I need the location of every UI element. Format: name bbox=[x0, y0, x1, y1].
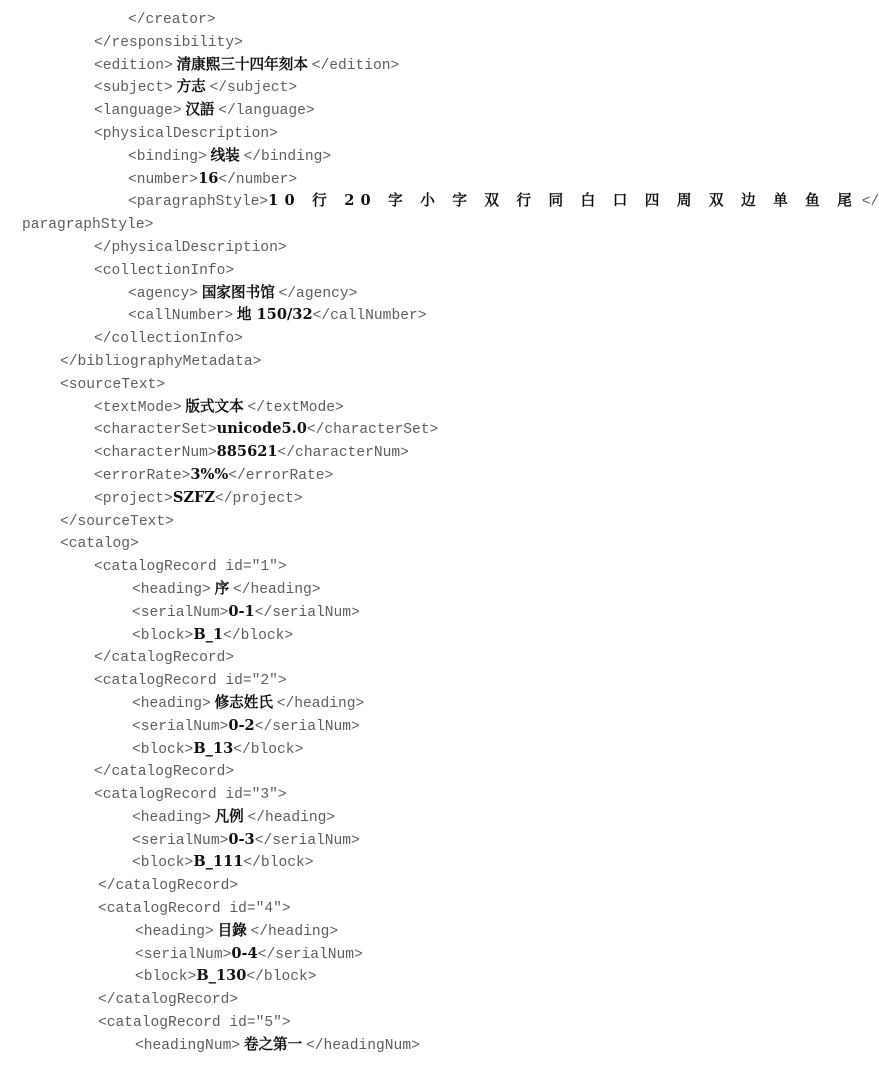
code-line bbox=[0, 1034, 778, 1057]
code-line bbox=[0, 8, 778, 31]
xml-code-listing bbox=[0, 8, 879, 1057]
code-line bbox=[0, 1011, 778, 1034]
xml-tag: <heading> bbox=[135, 923, 214, 940]
xml-tag: <textMode> bbox=[94, 399, 182, 416]
code-line bbox=[0, 897, 778, 920]
code-line bbox=[0, 190, 879, 213]
xml-tag: <characterNum> bbox=[94, 445, 217, 462]
xml-tag: </serialNum> bbox=[254, 832, 360, 849]
code-line bbox=[0, 806, 778, 829]
code-line bbox=[0, 168, 778, 191]
xml-tag: </responsibility> bbox=[94, 34, 243, 51]
xml-tag: </block> bbox=[233, 741, 304, 758]
xml-tag: </catalogRecord> bbox=[94, 764, 235, 781]
xml-tag: </heading> bbox=[276, 695, 365, 712]
xml-tag: </binding> bbox=[243, 148, 332, 165]
xml-tag: </creator> bbox=[128, 12, 216, 28]
code-line bbox=[0, 327, 778, 350]
code-line bbox=[0, 532, 778, 555]
code-line bbox=[0, 624, 778, 647]
xml-tag: paragraphStyle> bbox=[22, 217, 154, 234]
code-line bbox=[0, 54, 778, 77]
xml-tag: <callNumber> bbox=[128, 308, 234, 325]
xml-value: 16 bbox=[198, 169, 219, 187]
code-line bbox=[0, 350, 778, 373]
xml-value: 国家图书馆 bbox=[201, 283, 275, 301]
code-line bbox=[0, 487, 778, 510]
code-line bbox=[0, 943, 778, 966]
code-line bbox=[0, 738, 778, 761]
code-line bbox=[0, 829, 778, 852]
code-line bbox=[0, 464, 778, 487]
xml-tag: </subject> bbox=[209, 80, 298, 97]
xml-value: 0-1 bbox=[228, 602, 255, 620]
code-line bbox=[0, 236, 778, 259]
xml-value: 885621 bbox=[216, 443, 278, 461]
xml-tag: </bibliographyMetadata> bbox=[60, 353, 262, 370]
xml-value: 卷之第一 bbox=[243, 1035, 303, 1053]
xml-tag: </errorRate> bbox=[228, 467, 334, 484]
xml-tag: <catalogRecord id="1"> bbox=[94, 559, 287, 576]
xml-tag: </catalogRecord> bbox=[98, 992, 239, 1009]
code-line bbox=[0, 555, 778, 578]
xml-tag: <catalogRecord id="5"> bbox=[98, 1015, 291, 1032]
xml-tag: <block> bbox=[132, 627, 194, 644]
code-line bbox=[0, 122, 778, 145]
xml-tag: </heading> bbox=[247, 809, 336, 826]
xml-tag: <headingNum> bbox=[135, 1037, 241, 1054]
xml-tag: <sourceText> bbox=[60, 376, 166, 393]
xml-tag: <language> bbox=[94, 103, 182, 120]
xml-value: B_111 bbox=[193, 853, 244, 871]
xml-value: 地 150/32 bbox=[236, 306, 313, 324]
xml-tag: </sourceText> bbox=[60, 513, 174, 530]
xml-value: 方志 bbox=[176, 78, 206, 96]
code-line bbox=[0, 965, 778, 988]
xml-tag: <catalog> bbox=[60, 536, 139, 553]
xml-tag: </serialNum> bbox=[257, 946, 363, 963]
code-line bbox=[0, 99, 778, 122]
code-line bbox=[0, 783, 778, 806]
xml-tag: </characterNum> bbox=[277, 445, 409, 462]
xml-tag: </heading> bbox=[250, 923, 339, 940]
xml-tag: </callNumber> bbox=[312, 308, 427, 325]
xml-tag: <collectionInfo> bbox=[94, 262, 235, 279]
xml-tag: <serialNum> bbox=[132, 718, 229, 735]
code-line bbox=[0, 373, 778, 396]
xml-value: 目錄 bbox=[217, 921, 247, 939]
code-line bbox=[0, 282, 778, 305]
xml-value: B_1 bbox=[193, 625, 224, 643]
code-line bbox=[0, 760, 778, 783]
xml-value: B_130 bbox=[196, 967, 247, 985]
xml-tag: </serialNum> bbox=[254, 604, 360, 621]
xml-tag: </number> bbox=[218, 171, 298, 188]
xml-tag: <heading> bbox=[132, 809, 211, 826]
xml-value: SZFZ bbox=[172, 488, 216, 506]
xml-value: B_13 bbox=[193, 739, 234, 757]
xml-value: 0-2 bbox=[228, 716, 255, 734]
xml-tag: <edition> bbox=[94, 57, 173, 74]
xml-tag: </edition> bbox=[311, 57, 400, 74]
xml-tag: <heading> bbox=[132, 581, 211, 598]
xml-tag: <serialNum> bbox=[132, 832, 229, 849]
xml-tag: <block> bbox=[135, 969, 197, 986]
xml-tag: </heading> bbox=[232, 581, 321, 598]
xml-value: 10 行 20 字 小 字 双 行 同 白 口 四 周 双 边 单 鱼 尾 bbox=[268, 192, 859, 210]
xml-tag: <subject> bbox=[94, 80, 173, 97]
code-line bbox=[0, 304, 778, 327]
code-line bbox=[0, 920, 778, 943]
xml-tag: </ bbox=[861, 194, 879, 211]
code-line bbox=[0, 145, 778, 168]
code-line bbox=[0, 601, 778, 624]
xml-value: 修志姓氏 bbox=[214, 693, 273, 711]
xml-value: 清康熙三十四年刻本 bbox=[176, 55, 308, 73]
xml-tag: <number> bbox=[128, 171, 199, 188]
xml-value: 0-4 bbox=[231, 944, 258, 962]
xml-tag: <catalogRecord id="4"> bbox=[98, 901, 291, 918]
xml-tag: <binding> bbox=[128, 148, 207, 165]
xml-tag: </block> bbox=[243, 855, 314, 872]
code-line bbox=[0, 669, 778, 692]
xml-tag: <physicalDescription> bbox=[94, 125, 278, 142]
xml-tag: </physicalDescription> bbox=[94, 239, 287, 256]
xml-tag: </catalogRecord> bbox=[98, 878, 239, 895]
code-line bbox=[0, 851, 778, 874]
xml-value: 版式文本 bbox=[185, 397, 244, 415]
xml-tag: <serialNum> bbox=[132, 604, 229, 621]
code-line bbox=[0, 692, 778, 715]
xml-tag: <block> bbox=[132, 855, 194, 872]
xml-value: 0-3 bbox=[228, 830, 255, 848]
xml-value: 序 bbox=[214, 579, 230, 597]
code-line bbox=[0, 578, 778, 601]
xml-tag: </characterSet> bbox=[306, 422, 439, 439]
xml-value: 线装 bbox=[210, 146, 240, 164]
code-line bbox=[0, 76, 778, 99]
xml-tag: </headingNum> bbox=[305, 1037, 420, 1054]
xml-tag: <errorRate> bbox=[94, 467, 191, 484]
code-line bbox=[0, 31, 778, 54]
xml-tag: </agency> bbox=[278, 285, 358, 302]
xml-tag: </block> bbox=[246, 969, 317, 986]
xml-tag: </serialNum> bbox=[254, 718, 360, 735]
code-line bbox=[0, 874, 778, 897]
xml-tag: <heading> bbox=[132, 695, 211, 712]
xml-tag: <block> bbox=[132, 741, 194, 758]
xml-tag: </language> bbox=[218, 103, 315, 120]
xml-tag: <catalogRecord id="2"> bbox=[94, 673, 287, 690]
xml-tag: <catalogRecord id="3"> bbox=[94, 787, 287, 804]
code-line bbox=[0, 259, 778, 282]
xml-tag: </block> bbox=[223, 627, 294, 644]
code-line bbox=[0, 213, 778, 236]
code-line bbox=[0, 418, 778, 441]
xml-tag: <serialNum> bbox=[135, 946, 232, 963]
xml-tag: </catalogRecord> bbox=[94, 650, 235, 667]
code-line bbox=[0, 441, 778, 464]
code-line bbox=[0, 988, 778, 1011]
xml-value: 汉語 bbox=[185, 101, 215, 119]
xml-tag: <project> bbox=[94, 490, 173, 507]
xml-tag: <agency> bbox=[128, 285, 199, 302]
code-line bbox=[0, 510, 778, 533]
xml-tag: </textMode> bbox=[247, 399, 344, 416]
code-line bbox=[0, 715, 778, 738]
code-line bbox=[0, 396, 778, 419]
xml-tag: </collectionInfo> bbox=[94, 331, 243, 348]
xml-value: unicode5.0 bbox=[216, 420, 307, 438]
xml-value: 凡例 bbox=[214, 807, 244, 825]
code-line bbox=[0, 646, 778, 669]
xml-tag: </project> bbox=[215, 490, 303, 507]
xml-tag: <characterSet> bbox=[94, 422, 217, 439]
xml-value: 3%% bbox=[190, 465, 229, 483]
xml-tag: <paragraphStyle> bbox=[128, 194, 269, 211]
